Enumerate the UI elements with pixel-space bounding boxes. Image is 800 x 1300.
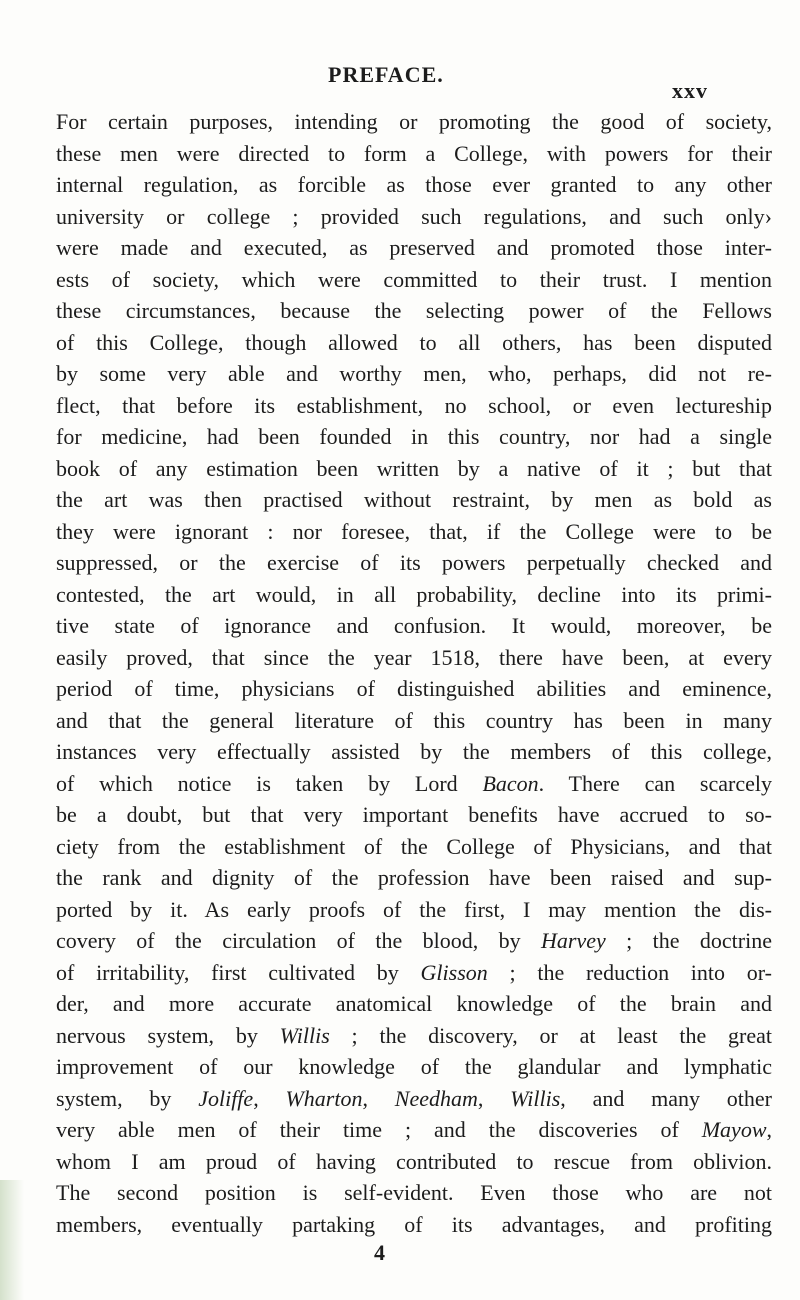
text-line: these circumstances, because the selecting power of the Fellows (56, 298, 772, 323)
text-line: nervous system, by Willis ; the discovery, or at least the great (56, 1022, 773, 1048)
body-paragraph (56, 106, 772, 1240)
page-number: xxv (672, 78, 708, 103)
text-line: contested, the art would, in all probability, decline into its primi- (56, 581, 772, 607)
text-line: and that the general literature of this country has been in many (56, 707, 772, 733)
text-line: be a doubt, but that very important benefits have accrued to so- (56, 802, 772, 827)
running-header (0, 62, 800, 102)
text-line: suppressed, or the exercise of its powers perpetually checked and (56, 550, 772, 575)
signature-mark: 4 (374, 1240, 385, 1265)
text-line: of which notice is taken by Lord Bacon. There can scarcely (56, 770, 772, 796)
text-line: the rank and dignity of the profession have been raised and sup- (56, 865, 772, 890)
text-line: university or college ; provided such regulations, and such only› (56, 203, 772, 229)
text-line: whom I am proud of having contributed to rescue from oblivion. (56, 1148, 772, 1174)
text-line: of this College, though allowed to all others, has been disputed (56, 329, 772, 355)
text-line: tive state of ignorance and confusion. It would, moreover, be (56, 613, 772, 638)
text-line: covery of the circulation of the blood, by Harvey ; the doctrine (56, 928, 772, 953)
text-line: ported by it. As early proofs of the first, I may mention the dis- (56, 896, 772, 922)
text-line: For certain purposes, intending or promoting the good of society, (56, 109, 772, 134)
text-line: The second position is self-evident. Even those who are not (56, 1180, 772, 1205)
text-line: ciety from the establishment of the College of Physicians, and that (56, 833, 772, 859)
text-line: flect, that before its establishment, no school, or even lectureship (56, 392, 772, 418)
text-line: internal regulation, as forcible as those ever granted to any other (56, 172, 772, 197)
text-line: the art was then practised without restraint, by men as bold as (56, 487, 772, 512)
text-line: book of any estimation been written by a native of it ; but that (56, 455, 772, 481)
text-line: system, by Joliffe, Wharton, Needham, Willis, and many other (56, 1085, 773, 1111)
text-line: by some very able and worthy men, who, perhaps, did not re- (56, 361, 772, 386)
text-line: improvement of our knowledge of the glandular and lymphatic (56, 1054, 772, 1079)
text-line: very able men of their time ; and the discoveries of Mayow, (56, 1117, 772, 1142)
text-line: of irritability, first cultivated by Glisson ; the reduction into or- (56, 959, 772, 985)
text-line: for medicine, had been founded in this country, nor had a single (56, 424, 772, 449)
text-line: instances very effectually assisted by the members of this college, (56, 739, 772, 764)
text-line: were made and executed, as preserved and promoted those inter- (56, 235, 772, 260)
text-line: easily proved, that since the year 1518, there have been, at every (56, 644, 772, 670)
text-line: these men were directed to form a College, with powers for their (56, 140, 772, 166)
text-line: they were ignorant : nor foresee, that, if the College were to be (56, 518, 772, 544)
page-edge-shadow (0, 1180, 24, 1300)
text-line: ests of society, which were committed to their trust. I mention (56, 266, 772, 292)
text-line: period of time, physicians of distinguished abilities and eminence, (56, 676, 772, 701)
text-line: der, and more accurate anatomical knowledge of the brain and (56, 991, 772, 1016)
text-line: members, eventually partaking of its advantages, and profiting (56, 1211, 772, 1237)
running-title: PREFACE. (328, 62, 444, 87)
